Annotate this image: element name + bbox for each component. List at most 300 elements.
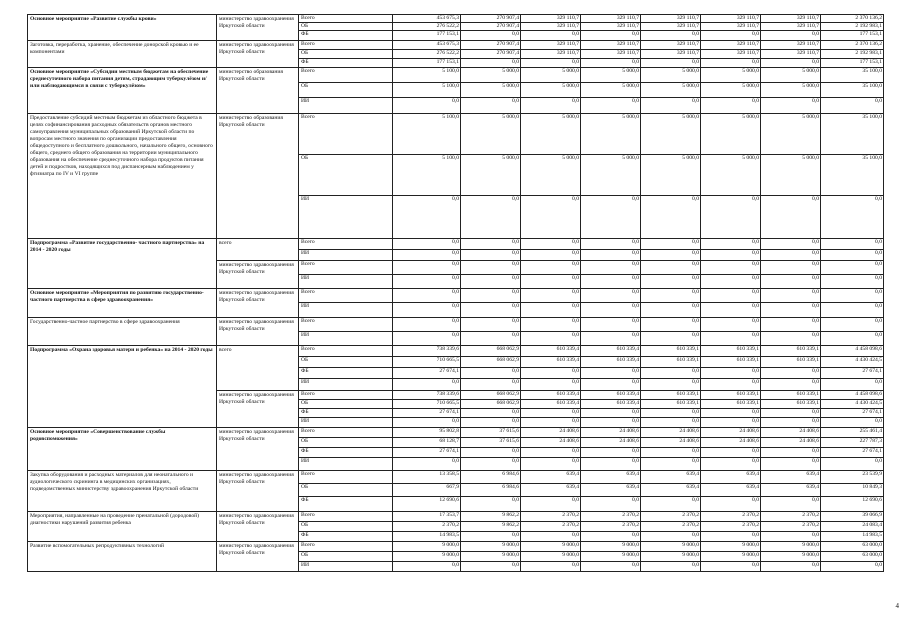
year-value-cell: 177 153,1 xyxy=(393,59,461,68)
year-value-cell: 610 339,4 xyxy=(521,391,581,400)
table-row xyxy=(28,471,884,484)
year-value-cell: 0,0 xyxy=(461,261,521,275)
funding-source-cell: Всего xyxy=(299,239,393,250)
total-value-cell: 0,0 xyxy=(821,379,884,391)
year-value-cell: 0,0 xyxy=(461,458,521,471)
year-value-cell: 0,0 xyxy=(641,418,701,428)
year-value-cell: 0,0 xyxy=(393,250,461,261)
year-value-cell: 0,0 xyxy=(701,562,761,572)
year-value-cell: 610 339,1 xyxy=(641,400,701,409)
year-value-cell: 9 000,0 xyxy=(393,542,461,552)
year-value-cell: 14 983,5 xyxy=(393,532,461,542)
year-value-cell: 0,0 xyxy=(581,261,641,275)
funding-source-cell: Всего xyxy=(299,471,393,484)
year-value-cell: 0,0 xyxy=(701,275,761,289)
year-value-cell: 5 000,0 xyxy=(641,155,701,196)
year-value-cell: 0,0 xyxy=(393,379,461,391)
funding-source-cell: Всего xyxy=(299,289,393,303)
total-value-cell: 35 100,0 xyxy=(821,68,884,83)
responsible-executor-cell: министерство здравоохранения Иркутской области xyxy=(217,512,299,542)
year-value-cell: 0,0 xyxy=(393,98,461,114)
year-value-cell: 0,0 xyxy=(461,303,521,318)
year-value-cell: 0,0 xyxy=(393,289,461,303)
funding-source-cell: Всего xyxy=(299,512,393,522)
year-value-cell: 0,0 xyxy=(393,318,461,332)
program-name-cell: Развитие вспомогательных репродуктивных технологий xyxy=(28,542,217,572)
funding-source-cell: ИИ xyxy=(299,98,393,114)
year-value-cell: 24 408,6 xyxy=(641,438,701,448)
total-value-cell: 35 100,0 xyxy=(821,155,884,196)
total-value-cell: 0,0 xyxy=(821,458,884,471)
year-value-cell: 667,9 xyxy=(393,484,461,497)
total-value-cell: 0,0 xyxy=(821,250,884,261)
funding-source-cell: Всего xyxy=(299,428,393,438)
year-value-cell: 0,0 xyxy=(393,332,461,346)
total-value-cell: 23 539,9 xyxy=(821,471,884,484)
year-value-cell: 0,0 xyxy=(641,303,701,318)
year-value-cell: 5 000,0 xyxy=(701,155,761,196)
year-value-cell: 2 370,2 xyxy=(641,522,701,532)
year-value-cell: 610 339,4 xyxy=(581,391,641,400)
table-row xyxy=(28,318,884,332)
year-value-cell: 2 370,2 xyxy=(641,512,701,522)
year-value-cell: 610 339,4 xyxy=(521,400,581,409)
year-value-cell: 0,0 xyxy=(641,59,701,68)
year-value-cell: 2 370,2 xyxy=(761,512,821,522)
year-value-cell: 2 370,2 xyxy=(761,522,821,532)
year-value-cell: 276 522,2 xyxy=(393,50,461,59)
funding-source-cell: ИИ xyxy=(299,250,393,261)
funding-source-cell: ОБ xyxy=(299,83,393,98)
year-value-cell: 0,0 xyxy=(461,532,521,542)
year-value-cell: 668 062,9 xyxy=(461,391,521,400)
year-value-cell: 329 110,7 xyxy=(761,50,821,59)
year-value-cell: 0,0 xyxy=(761,418,821,428)
year-value-cell: 0,0 xyxy=(581,409,641,418)
year-value-cell: 639,4 xyxy=(641,471,701,484)
year-value-cell: 0,0 xyxy=(641,250,701,261)
total-value-cell: 0,0 xyxy=(821,98,884,114)
year-value-cell: 9 000,0 xyxy=(521,542,581,552)
funding-source-cell: ФБ xyxy=(299,532,393,542)
year-value-cell: 0,0 xyxy=(701,418,761,428)
year-value-cell: 0,0 xyxy=(641,196,701,239)
year-value-cell: 329 110,7 xyxy=(641,50,701,59)
year-value-cell: 0,0 xyxy=(641,497,701,512)
funding-source-cell: ИИ xyxy=(299,562,393,572)
year-value-cell: 5 100,0 xyxy=(393,114,461,155)
year-value-cell: 6 984,6 xyxy=(461,471,521,484)
funding-source-cell: ФБ xyxy=(299,448,393,458)
year-value-cell: 5 100,0 xyxy=(393,155,461,196)
year-value-cell: 329 110,7 xyxy=(581,23,641,31)
year-value-cell: 668 062,9 xyxy=(461,357,521,368)
table-row xyxy=(28,289,884,303)
year-value-cell: 0,0 xyxy=(521,261,581,275)
funding-source-cell: ИИ xyxy=(299,196,393,239)
year-value-cell: 0,0 xyxy=(581,250,641,261)
year-value-cell: 329 110,7 xyxy=(761,41,821,50)
year-value-cell: 5 000,0 xyxy=(581,83,641,98)
year-value-cell: 0,0 xyxy=(701,332,761,346)
year-value-cell: 0,0 xyxy=(761,31,821,41)
year-value-cell: 0,0 xyxy=(701,368,761,379)
year-value-cell: 0,0 xyxy=(461,418,521,428)
funding-source-cell: ОБ xyxy=(299,357,393,368)
total-value-cell: 255 461,4 xyxy=(821,428,884,438)
year-value-cell: 0,0 xyxy=(521,275,581,289)
year-value-cell: 0,0 xyxy=(641,532,701,542)
year-value-cell: 0,0 xyxy=(761,332,821,346)
year-value-cell: 5 000,0 xyxy=(461,83,521,98)
year-value-cell: 2 370,2 xyxy=(701,512,761,522)
year-value-cell: 329 110,7 xyxy=(761,23,821,31)
total-value-cell: 0,0 xyxy=(821,261,884,275)
funding-source-cell: ФБ xyxy=(299,409,393,418)
program-name-cell: Основное мероприятие «Совершенствование службы родовспоможения» xyxy=(28,428,217,471)
year-value-cell: 270 907,4 xyxy=(461,50,521,59)
year-value-cell: 0,0 xyxy=(701,250,761,261)
year-value-cell: 0,0 xyxy=(641,368,701,379)
total-value-cell: 227 787,3 xyxy=(821,438,884,448)
year-value-cell: 610 339,1 xyxy=(701,391,761,400)
year-value-cell: 0,0 xyxy=(393,261,461,275)
responsible-executor-cell: министерство здравоохранения Иркутской области xyxy=(217,41,299,68)
year-value-cell: 5 000,0 xyxy=(461,114,521,155)
year-value-cell: 0,0 xyxy=(581,275,641,289)
year-value-cell: 0,0 xyxy=(761,275,821,289)
funding-source-cell: ФБ xyxy=(299,59,393,68)
year-value-cell: 2 370,2 xyxy=(521,512,581,522)
year-value-cell: 95 802,8 xyxy=(393,428,461,438)
funding-source-cell: ИИ xyxy=(299,379,393,391)
year-value-cell: 5 000,0 xyxy=(461,68,521,83)
year-value-cell: 0,0 xyxy=(521,250,581,261)
year-value-cell: 9 000,0 xyxy=(701,542,761,552)
year-value-cell: 9 000,0 xyxy=(761,542,821,552)
year-value-cell: 610 339,1 xyxy=(641,357,701,368)
year-value-cell: 0,0 xyxy=(393,196,461,239)
year-value-cell: 453 675,3 xyxy=(393,15,461,23)
year-value-cell: 0,0 xyxy=(521,562,581,572)
total-value-cell: 27 674,1 xyxy=(821,368,884,379)
responsible-executor-cell: министерство здравоохранения Иркутской области xyxy=(217,15,299,41)
year-value-cell: 0,0 xyxy=(641,261,701,275)
year-value-cell: 710 665,5 xyxy=(393,357,461,368)
year-value-cell: 276 522,2 xyxy=(393,23,461,31)
table-row xyxy=(28,114,884,155)
funding-source-cell: ОБ xyxy=(299,50,393,59)
year-value-cell: 5 000,0 xyxy=(641,68,701,83)
year-value-cell: 0,0 xyxy=(521,532,581,542)
year-value-cell: 0,0 xyxy=(461,318,521,332)
year-value-cell: 0,0 xyxy=(581,303,641,318)
year-value-cell: 610 339,1 xyxy=(761,391,821,400)
year-value-cell: 0,0 xyxy=(521,196,581,239)
year-value-cell: 610 339,1 xyxy=(701,400,761,409)
year-value-cell: 0,0 xyxy=(521,318,581,332)
year-value-cell: 0,0 xyxy=(581,458,641,471)
total-value-cell: 2 370 136,2 xyxy=(821,15,884,23)
year-value-cell: 270 907,4 xyxy=(461,23,521,31)
year-value-cell: 0,0 xyxy=(581,448,641,458)
year-value-cell: 610 339,1 xyxy=(761,400,821,409)
year-value-cell: 5 000,0 xyxy=(521,155,581,196)
year-value-cell: 0,0 xyxy=(761,532,821,542)
funding-source-cell: ОБ xyxy=(299,552,393,562)
year-value-cell: 0,0 xyxy=(521,418,581,428)
year-value-cell: 0,0 xyxy=(701,458,761,471)
year-value-cell: 0,0 xyxy=(581,497,641,512)
responsible-executor-cell: министерство здравоохранения Иркутской области xyxy=(217,391,299,428)
total-value-cell: 0,0 xyxy=(821,562,884,572)
funding-source-cell: Всего xyxy=(299,318,393,332)
year-value-cell: 5 000,0 xyxy=(521,114,581,155)
total-value-cell: 0,0 xyxy=(821,318,884,332)
budget-table-sheet xyxy=(27,14,883,572)
program-name-cell: Основное мероприятие «Субсидии местным бюджетам на обеспечение среднесуточного набора питания детям, страдающим туберкулёзом и/или наблюдающимся в связи с туберкулёзом» xyxy=(28,68,217,114)
year-value-cell: 0,0 xyxy=(761,448,821,458)
year-value-cell: 9 000,0 xyxy=(581,552,641,562)
page-number: 4 xyxy=(895,602,899,610)
year-value-cell: 0,0 xyxy=(581,239,641,250)
year-value-cell: 610 339,1 xyxy=(641,346,701,357)
responsible-executor-cell: министерство здравоохранения Иркутской области xyxy=(217,542,299,572)
year-value-cell: 9 862,2 xyxy=(461,522,521,532)
total-value-cell: 10 849,3 xyxy=(821,484,884,497)
year-value-cell: 0,0 xyxy=(641,458,701,471)
funding-source-cell: ФБ xyxy=(299,368,393,379)
year-value-cell: 0,0 xyxy=(461,31,521,41)
year-value-cell: 13 358,5 xyxy=(393,471,461,484)
responsible-executor-cell: всего xyxy=(217,346,299,391)
funding-source-cell: ИИ xyxy=(299,275,393,289)
year-value-cell: 9 000,0 xyxy=(521,552,581,562)
total-value-cell: 12 690,6 xyxy=(821,497,884,512)
year-value-cell: 0,0 xyxy=(521,289,581,303)
year-value-cell: 0,0 xyxy=(461,250,521,261)
year-value-cell: 6 984,6 xyxy=(461,484,521,497)
year-value-cell: 0,0 xyxy=(521,98,581,114)
funding-source-cell: ИИ xyxy=(299,303,393,318)
year-value-cell: 5 000,0 xyxy=(581,155,641,196)
year-value-cell: 639,4 xyxy=(701,471,761,484)
year-value-cell: 0,0 xyxy=(701,318,761,332)
year-value-cell: 0,0 xyxy=(701,448,761,458)
year-value-cell: 610 339,4 xyxy=(581,357,641,368)
total-value-cell: 0,0 xyxy=(821,275,884,289)
year-value-cell: 668 062,9 xyxy=(461,346,521,357)
total-value-cell: 63 000,0 xyxy=(821,552,884,562)
year-value-cell: 0,0 xyxy=(393,239,461,250)
year-value-cell: 668 062,9 xyxy=(461,400,521,409)
year-value-cell: 2 370,2 xyxy=(581,522,641,532)
year-value-cell: 270 907,4 xyxy=(461,41,521,50)
year-value-cell: 639,4 xyxy=(521,471,581,484)
total-value-cell: 2 370 136,2 xyxy=(821,41,884,50)
responsible-executor-cell: министерство здравоохранения Иркутской области xyxy=(217,289,299,318)
year-value-cell: 329 110,7 xyxy=(521,15,581,23)
year-value-cell: 0,0 xyxy=(701,239,761,250)
year-value-cell: 0,0 xyxy=(521,59,581,68)
year-value-cell: 0,0 xyxy=(581,368,641,379)
year-value-cell: 610 339,4 xyxy=(581,400,641,409)
program-name-cell: Основное мероприятие «Развитие службы крови» xyxy=(28,15,217,41)
year-value-cell: 270 907,4 xyxy=(461,15,521,23)
year-value-cell: 0,0 xyxy=(461,497,521,512)
year-value-cell: 0,0 xyxy=(393,275,461,289)
year-value-cell: 0,0 xyxy=(641,318,701,332)
table-row xyxy=(28,41,884,50)
table-row xyxy=(28,346,884,357)
year-value-cell: 329 110,7 xyxy=(641,23,701,31)
year-value-cell: 0,0 xyxy=(641,98,701,114)
year-value-cell: 0,0 xyxy=(701,289,761,303)
funding-source-cell: Всего xyxy=(299,15,393,23)
budget-table xyxy=(27,14,884,572)
total-value-cell: 39 066,9 xyxy=(821,512,884,522)
total-value-cell: 0,0 xyxy=(821,196,884,239)
total-value-cell: 2 192 983,1 xyxy=(821,50,884,59)
year-value-cell: 9 000,0 xyxy=(461,542,521,552)
year-value-cell: 329 110,7 xyxy=(521,41,581,50)
year-value-cell: 329 110,7 xyxy=(521,50,581,59)
funding-source-cell: Всего xyxy=(299,41,393,50)
year-value-cell: 0,0 xyxy=(461,59,521,68)
year-value-cell: 177 153,1 xyxy=(393,31,461,41)
year-value-cell: 0,0 xyxy=(521,458,581,471)
year-value-cell: 0,0 xyxy=(761,239,821,250)
year-value-cell: 453 675,3 xyxy=(393,41,461,50)
funding-source-cell: Всего xyxy=(299,114,393,155)
year-value-cell: 0,0 xyxy=(761,289,821,303)
year-value-cell: 0,0 xyxy=(461,379,521,391)
year-value-cell: 5 000,0 xyxy=(581,68,641,83)
table-row xyxy=(28,428,884,438)
year-value-cell: 27 674,1 xyxy=(393,448,461,458)
year-value-cell: 5 000,0 xyxy=(521,83,581,98)
year-value-cell: 5 000,0 xyxy=(701,68,761,83)
funding-source-cell: ОБ xyxy=(299,400,393,409)
year-value-cell: 2 370,2 xyxy=(701,522,761,532)
table-row xyxy=(28,512,884,522)
year-value-cell: 0,0 xyxy=(701,59,761,68)
year-value-cell: 0,0 xyxy=(521,303,581,318)
year-value-cell: 0,0 xyxy=(581,59,641,68)
year-value-cell: 329 110,7 xyxy=(701,23,761,31)
year-value-cell: 24 408,6 xyxy=(521,438,581,448)
year-value-cell: 610 339,1 xyxy=(701,346,761,357)
year-value-cell: 0,0 xyxy=(581,379,641,391)
funding-source-cell: Всего xyxy=(299,346,393,357)
year-value-cell: 0,0 xyxy=(521,31,581,41)
year-value-cell: 5 000,0 xyxy=(761,83,821,98)
year-value-cell: 5 000,0 xyxy=(761,155,821,196)
program-name-cell: Закупка оборудования и расходных материалов для неонатального и аудиологического скрининга в медицинских организациях, подведомственных министерству здравоохранения Иркутской области xyxy=(28,471,217,512)
year-value-cell: 24 408,6 xyxy=(701,428,761,438)
year-value-cell: 24 408,6 xyxy=(761,438,821,448)
responsible-executor-cell: министерство здравоохранения Иркутской области xyxy=(217,471,299,512)
year-value-cell: 0,0 xyxy=(701,196,761,239)
year-value-cell: 329 110,7 xyxy=(581,41,641,50)
program-name-cell: Подпрограмма «Охрана здоровья матери и ребенка» на 2014 - 2020 годы xyxy=(28,346,217,428)
year-value-cell: 5 000,0 xyxy=(641,114,701,155)
year-value-cell: 0,0 xyxy=(761,250,821,261)
year-value-cell: 9 000,0 xyxy=(581,542,641,552)
year-value-cell: 37 615,6 xyxy=(461,428,521,438)
year-value-cell: 329 110,7 xyxy=(701,41,761,50)
year-value-cell: 329 110,7 xyxy=(701,15,761,23)
year-value-cell: 2 370,2 xyxy=(521,522,581,532)
year-value-cell: 639,4 xyxy=(581,484,641,497)
year-value-cell: 27 674,1 xyxy=(393,409,461,418)
year-value-cell: 0,0 xyxy=(461,562,521,572)
year-value-cell: 0,0 xyxy=(581,418,641,428)
year-value-cell: 0,0 xyxy=(461,409,521,418)
year-value-cell: 0,0 xyxy=(701,98,761,114)
year-value-cell: 0,0 xyxy=(521,239,581,250)
year-value-cell: 5 000,0 xyxy=(581,114,641,155)
year-value-cell: 639,4 xyxy=(761,471,821,484)
year-value-cell: 0,0 xyxy=(761,379,821,391)
program-name-cell: Подпрограмма «Развитие государственно- частного партнерства» на 2014 - 2020 годы xyxy=(28,239,217,289)
total-value-cell: 4 430 424,5 xyxy=(821,357,884,368)
year-value-cell: 0,0 xyxy=(641,379,701,391)
year-value-cell: 329 110,7 xyxy=(581,50,641,59)
year-value-cell: 37 615,6 xyxy=(461,438,521,448)
year-value-cell: 5 000,0 xyxy=(701,114,761,155)
table-row xyxy=(28,239,884,250)
funding-source-cell: ОБ xyxy=(299,438,393,448)
year-value-cell: 0,0 xyxy=(701,409,761,418)
year-value-cell: 9 000,0 xyxy=(641,542,701,552)
year-value-cell: 0,0 xyxy=(761,562,821,572)
responsible-executor-cell: министерство здравоохранения Иркутской области xyxy=(217,318,299,346)
year-value-cell: 24 408,6 xyxy=(701,438,761,448)
total-value-cell: 35 100,0 xyxy=(821,83,884,98)
year-value-cell: 0,0 xyxy=(581,332,641,346)
year-value-cell: 5 000,0 xyxy=(521,68,581,83)
program-name-cell: Предоставление субсидий местным бюджетам из областного бюджета в целях софинансирования расходных обязательств органов местного самоуправления муниципальных образований Иркутской области по вопросам местного значения по организации предоставления общедоступного и бесплатного дошкольного, начального общего, основного общего, среднего общего образования на территории муниципального образования на обеспечение среднесуточного набора продуктов питания детей и подростков, находящихся под диспансерным наблюдением у фтизиатра по IV и VI группе xyxy=(28,114,217,239)
total-value-cell: 0,0 xyxy=(821,418,884,428)
year-value-cell: 738 339,6 xyxy=(393,391,461,400)
year-value-cell: 0,0 xyxy=(761,303,821,318)
year-value-cell: 9 000,0 xyxy=(701,552,761,562)
total-value-cell: 0,0 xyxy=(821,239,884,250)
year-value-cell: 329 110,7 xyxy=(701,50,761,59)
year-value-cell: 0,0 xyxy=(521,332,581,346)
year-value-cell: 0,0 xyxy=(761,261,821,275)
funding-source-cell: ОБ xyxy=(299,23,393,31)
funding-source-cell: ОБ xyxy=(299,522,393,532)
program-name-cell: Основное мероприятие «Мероприятия по развитию государственно-частного партнерства в сфере здравоохранения» xyxy=(28,289,217,318)
year-value-cell: 639,4 xyxy=(641,484,701,497)
year-value-cell: 0,0 xyxy=(761,59,821,68)
year-value-cell: 0,0 xyxy=(521,409,581,418)
year-value-cell: 24 408,6 xyxy=(521,428,581,438)
program-name-cell: Государственно-частное партнерство в сфере здравоохранения xyxy=(28,318,217,346)
year-value-cell: 0,0 xyxy=(641,31,701,41)
year-value-cell: 0,0 xyxy=(701,532,761,542)
total-value-cell: 4 458 098,6 xyxy=(821,391,884,400)
year-value-cell: 0,0 xyxy=(521,379,581,391)
year-value-cell: 0,0 xyxy=(461,332,521,346)
year-value-cell: 610 339,1 xyxy=(701,357,761,368)
year-value-cell: 0,0 xyxy=(701,31,761,41)
year-value-cell: 17 353,7 xyxy=(393,512,461,522)
year-value-cell: 0,0 xyxy=(581,318,641,332)
year-value-cell: 0,0 xyxy=(761,458,821,471)
